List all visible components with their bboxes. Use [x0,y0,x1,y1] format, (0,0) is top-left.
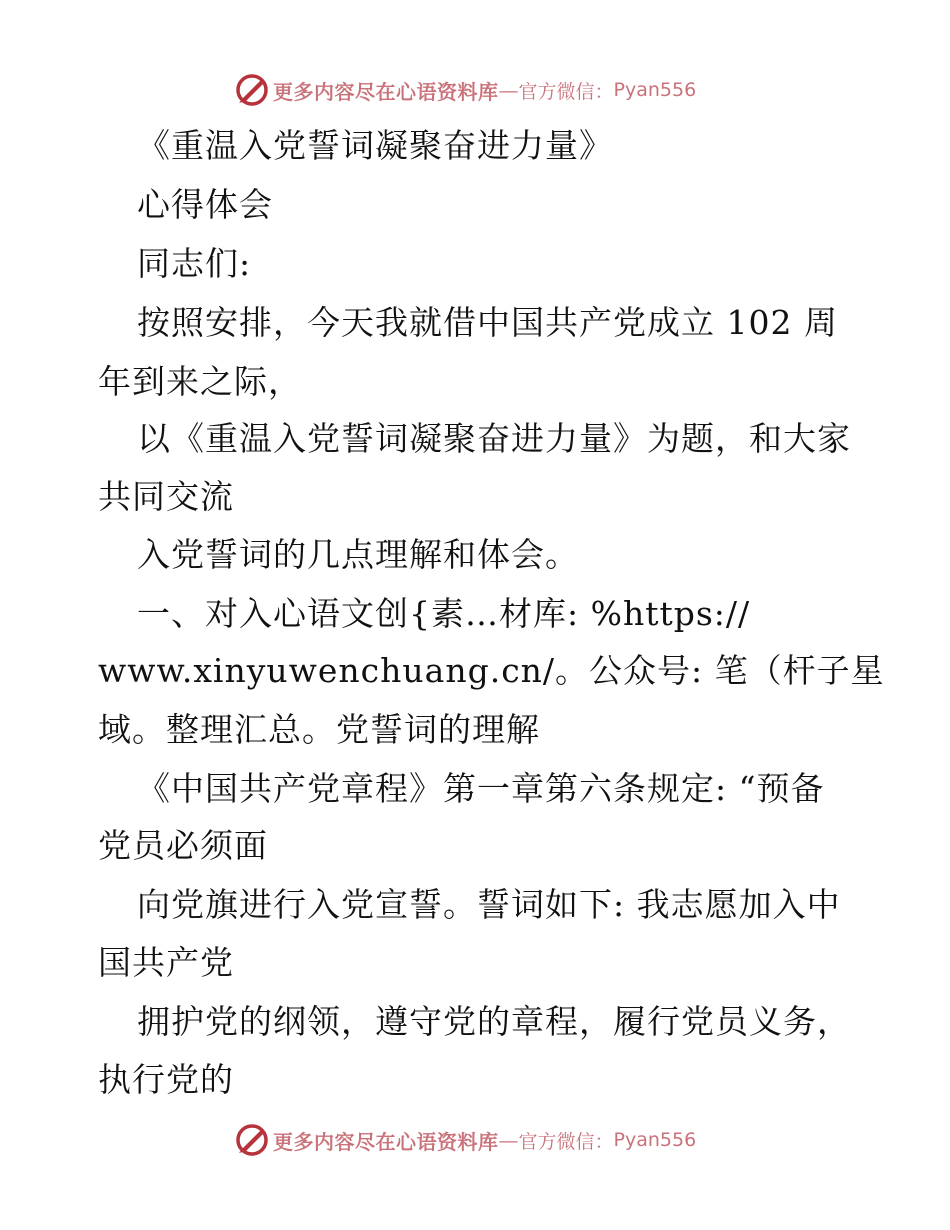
paragraph-line: 入党誓词的几点理解和体会。 [137,535,579,574]
section-heading-line: 一、对入心语文创{素…材库: %https:// [137,594,751,633]
banner-wechat-label: 官方微信： [518,1130,614,1153]
banner-wechat-label: 官方微信： [518,80,614,103]
paragraph-line: 按照安排，今天我就借中国共产党成立 102 周 [137,303,838,342]
banner-wechat-id: Pyan556 [613,1129,697,1151]
document-title: 《重温入党誓词凝聚奋进力量》 [137,126,613,165]
paragraph-line: 拥护党的纲领，遵守党的章程，履行党员义务， [137,1002,851,1041]
paragraph-line: 向党旗进行入党宣誓。誓词如下: 我志愿加入中 [137,885,841,924]
salutation: 同志们: [137,244,252,283]
document-subtitle: 心得体会 [137,185,273,224]
xinyu-logo-icon [235,1123,269,1157]
paragraph-line: 域。整理汇总。党誓词的理解 [98,710,540,749]
paragraph-line: 《中国共产党章程》第一章第六条规定: “预备 [137,769,825,808]
paragraph-line: 国共产党 [98,943,234,982]
xinyu-logo-icon [235,73,269,107]
banner-main-text: 更多内容尽在心语资料库 [273,79,499,104]
paragraph-line: 共同交流 [98,477,234,516]
paragraph-line: www.xinyuwenchuang.cn/。公众号: 笔（杆子星 [98,651,885,690]
paragraph-line: 执行党的 [98,1060,234,1099]
paragraph-line: 以《重温入党誓词凝聚奋进力量》为题，和大家 [137,419,851,458]
paragraph-line: 年到来之际， [98,362,302,401]
banner-wechat-id: Pyan556 [613,79,697,101]
banner-dash: — [498,1128,519,1152]
paragraph-line: 党员必须面 [98,826,268,865]
banner-dash: — [498,78,519,102]
banner-main-text: 更多内容尽在心语资料库 [273,1129,499,1154]
footer-banner [235,1122,696,1158]
header-banner [235,72,696,108]
